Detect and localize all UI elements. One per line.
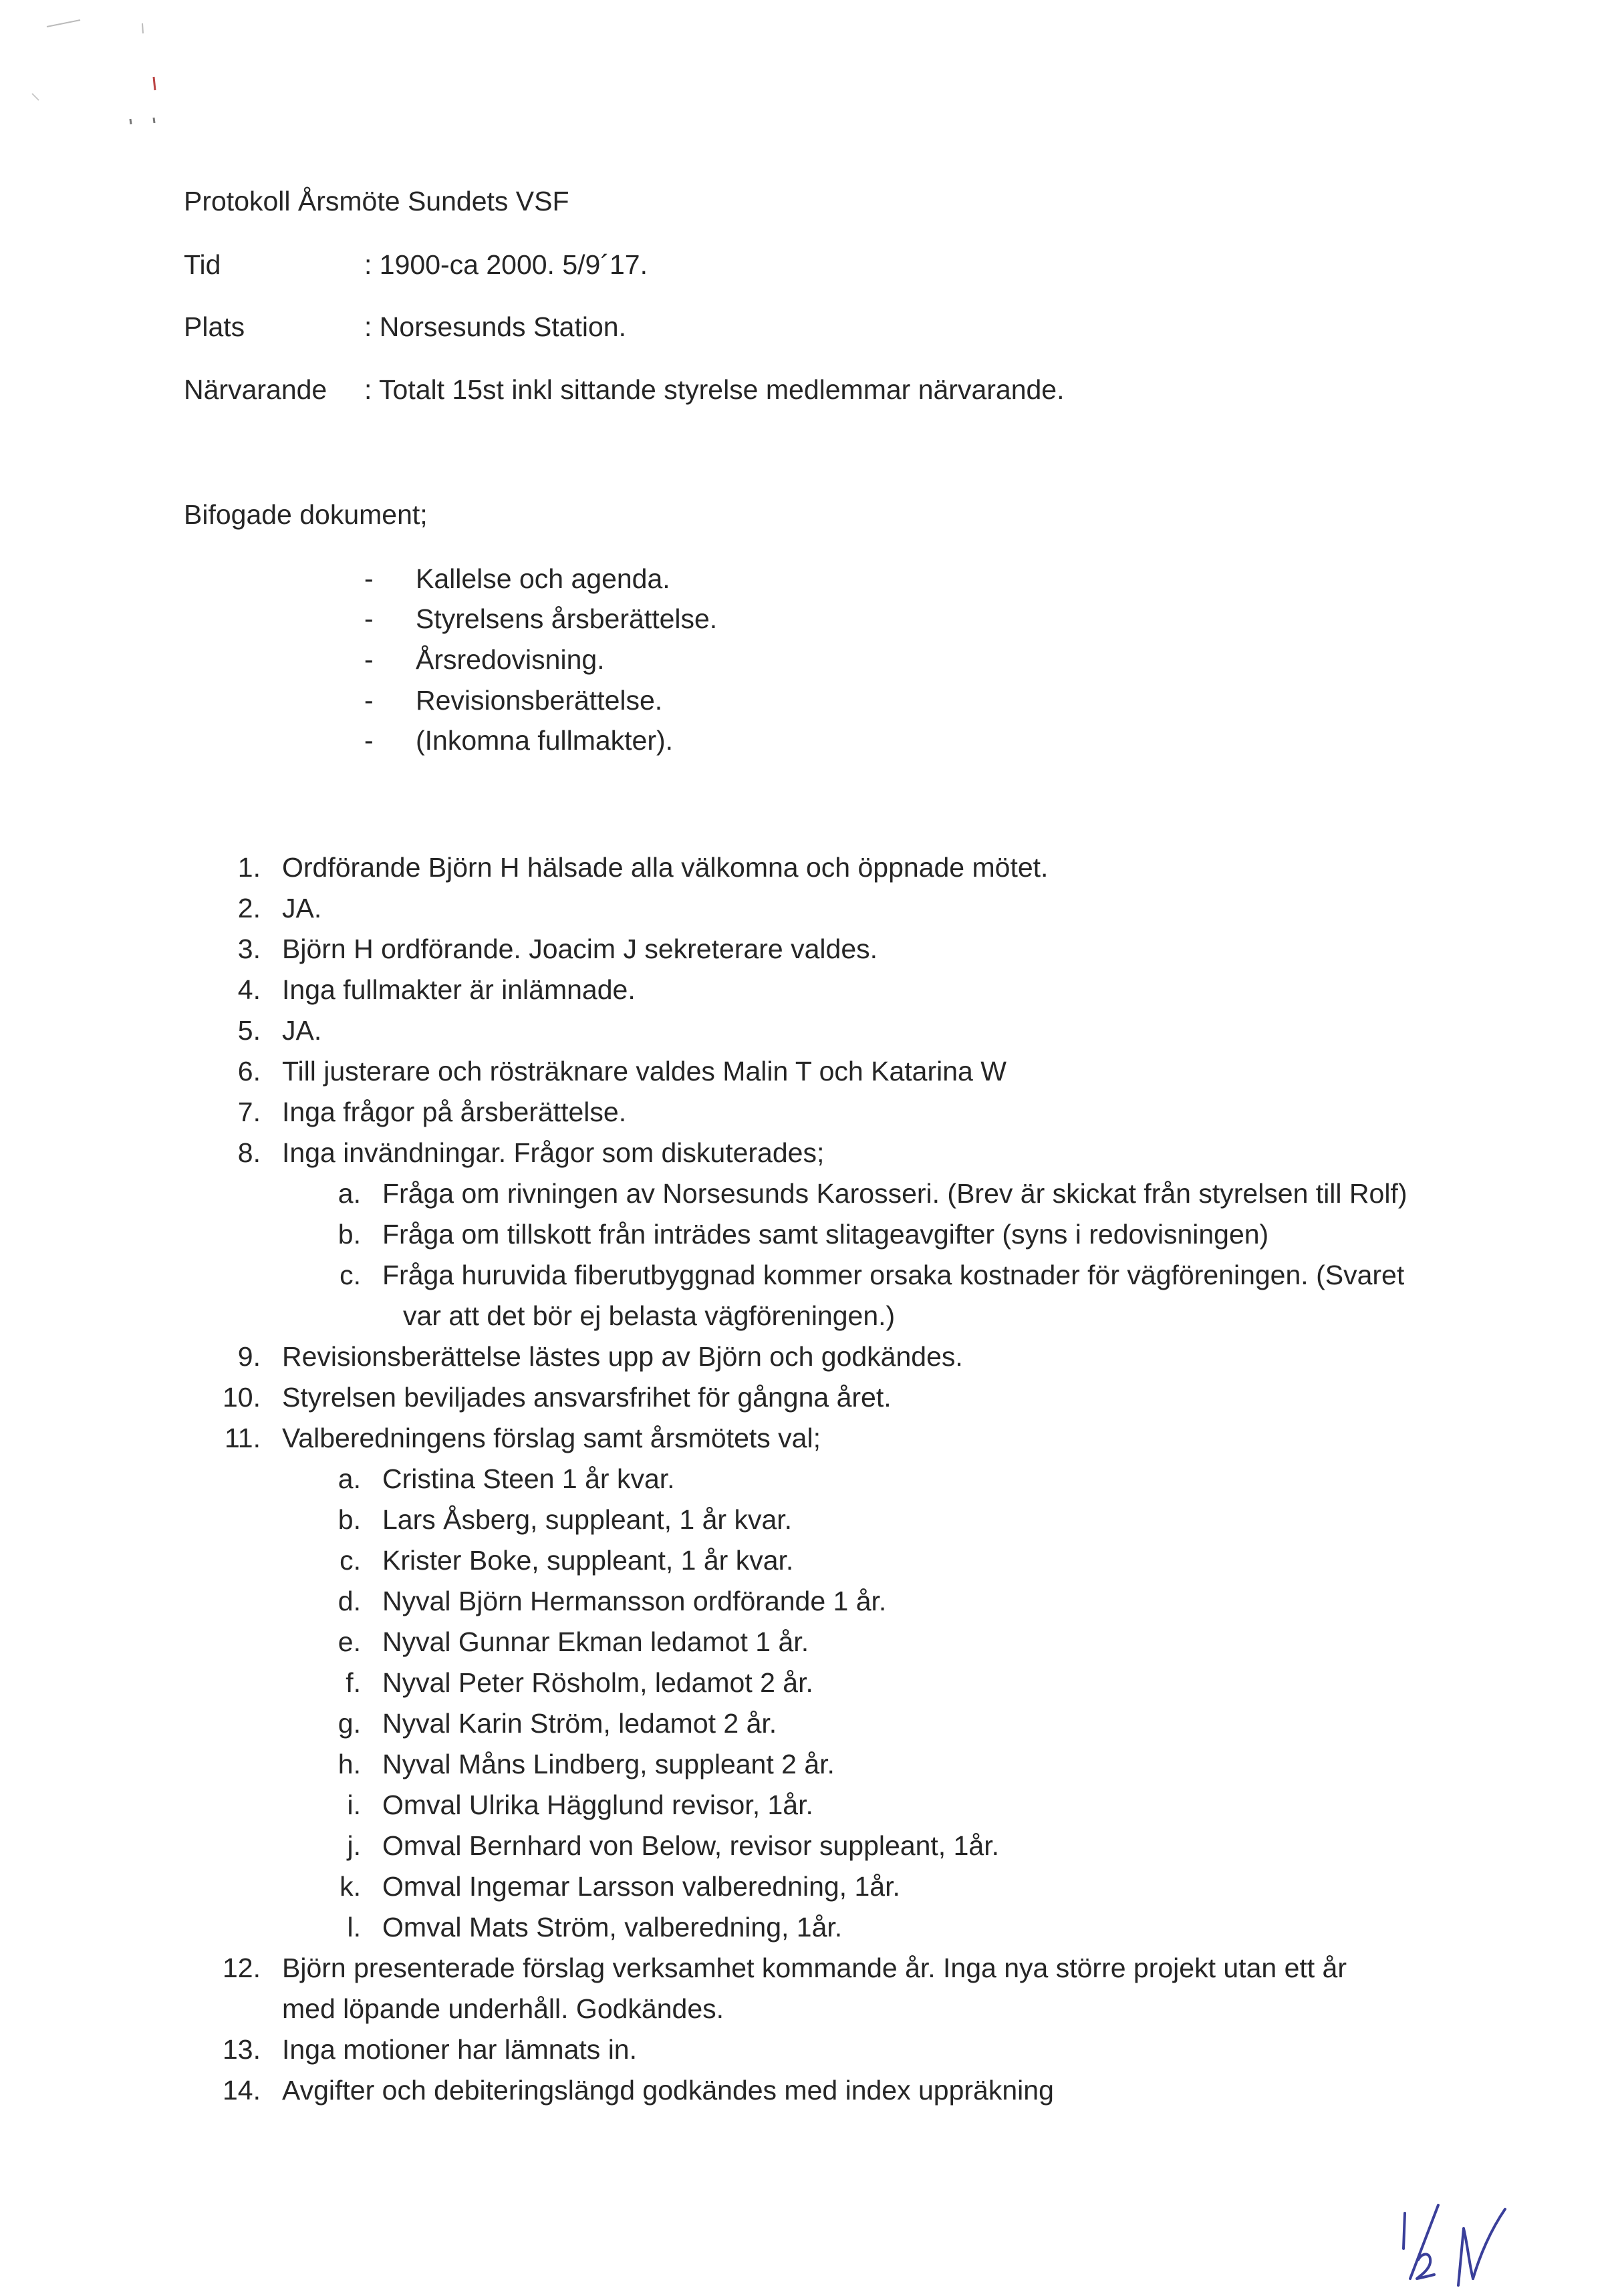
item-text: Björn H ordförande. Joacim J sekreterare valdes.	[282, 934, 878, 964]
item-text: Lars Åsberg, suppleant, 1 år kvar.	[382, 1504, 793, 1535]
item-continuation: var att det bör ej belasta vägföreningen.)	[403, 1300, 896, 1331]
item-text: Avgifter och debiteringslängd godkändes med index uppräkning	[282, 2075, 1054, 2106]
attachments-heading: Bifogade dokument;	[184, 499, 428, 530]
item-number: 9.	[237, 1341, 261, 1372]
meta-label: Närvarande	[184, 374, 327, 405]
item-text: Omval Ulrika Hägglund revisor, 1år.	[382, 1789, 813, 1820]
item-number: 5.	[237, 1015, 261, 1046]
item-text: Fråga huruvida fiberutbyggnad kommer orsaka kostnader för vägföreningen. (Svaret	[382, 1260, 1405, 1290]
item-text: Revisionsberättelse lästes upp av Björn och godkändes.	[282, 1341, 963, 1372]
meta-value: : Totalt 15st inkl sittande styrelse medlemmar närvarande.	[364, 374, 1065, 405]
list-dash: -	[364, 603, 374, 634]
item-letter: c.	[340, 1545, 361, 1576]
item-letter: d.	[338, 1586, 361, 1616]
item-number: 1.	[237, 852, 261, 883]
attachment-text: Årsredovisning.	[416, 644, 605, 675]
item-text: Krister Boke, suppleant, 1 år kvar.	[382, 1545, 794, 1576]
item-letter: a.	[338, 1463, 361, 1494]
item-text: Inga invändningar. Frågor som diskuterades;	[282, 1137, 825, 1168]
item-text: Ordförande Björn H hälsade alla välkomna och öppnade mötet.	[282, 852, 1049, 883]
item-text: Nyval Björn Hermansson ordförande 1 år.	[382, 1586, 887, 1616]
item-text: Björn presenterade förslag verksamhet kommande år. Inga nya större projekt utan ett år	[282, 1953, 1347, 1983]
item-letter: c.	[340, 1260, 361, 1290]
item-letter: a.	[338, 1178, 361, 1209]
item-text: Till justerare och rösträknare valdes Malin T och Katarina W	[282, 1056, 1007, 1087]
item-number: 3.	[237, 934, 261, 964]
scan-artifacts	[0, 0, 200, 147]
item-number: 12.	[223, 1953, 261, 1983]
item-number: 4.	[237, 974, 261, 1005]
item-text: Styrelsen beviljades ansvarsfrihet för gångna året.	[282, 1382, 892, 1413]
meta-value: : Norsesunds Station.	[364, 311, 626, 342]
list-dash: -	[364, 725, 374, 756]
item-letter: f.	[346, 1667, 361, 1698]
item-letter: k.	[340, 1871, 361, 1902]
item-text: Cristina Steen 1 år kvar.	[382, 1463, 675, 1494]
item-number: 11.	[225, 1423, 261, 1453]
item-text: Nyval Peter Rösholm, ledamot 2 år.	[382, 1667, 813, 1698]
item-letter: e.	[338, 1626, 361, 1657]
meta-label: Plats	[184, 311, 245, 342]
item-text: JA.	[282, 893, 322, 923]
item-letter: b.	[338, 1504, 361, 1535]
item-number: 14.	[223, 2075, 261, 2106]
item-text: Fråga om rivningen av Norsesunds Karosseri. (Brev är skickat från styrelsen till Rolf)	[382, 1178, 1407, 1209]
attachment-text: (Inkomna fullmakter).	[416, 725, 674, 756]
item-continuation: med löpande underhåll. Godkändes.	[282, 1993, 724, 2024]
item-text: Omval Mats Ström, valberedning, 1år.	[382, 1912, 843, 1943]
list-dash: -	[364, 685, 374, 716]
attachment-text: Kallelse och agenda.	[416, 563, 670, 594]
item-text: Valberedningens förslag samt årsmötets val;	[282, 1423, 821, 1453]
item-letter: j.	[347, 1830, 361, 1861]
item-text: Inga frågor på årsberättelse.	[282, 1097, 627, 1127]
item-letter: h.	[338, 1749, 361, 1779]
item-text: JA.	[282, 1015, 322, 1046]
item-number: 2.	[237, 893, 261, 923]
item-number: 7.	[237, 1097, 261, 1127]
item-text: Nyval Måns Lindberg, suppleant 2 år.	[382, 1749, 835, 1779]
item-text: Omval Bernhard von Below, revisor suppleant, 1år.	[382, 1830, 999, 1861]
list-dash: -	[364, 644, 374, 675]
item-number: 13.	[223, 2034, 261, 2065]
meta-value: : 1900-ca 2000. 5/9´17.	[364, 249, 648, 280]
attachment-text: Styrelsens årsberättelse.	[416, 603, 718, 634]
item-letter: g.	[338, 1708, 361, 1739]
item-text: Omval Ingemar Larsson valberedning, 1år.	[382, 1871, 900, 1902]
item-letter: i.	[347, 1789, 361, 1820]
item-text: Fråga om tillskott från inträdes samt slitageavgifter (syns i redovisningen)	[382, 1219, 1269, 1250]
item-number: 8.	[237, 1137, 261, 1168]
item-letter: l.	[347, 1912, 361, 1943]
item-text: Inga motioner har lämnats in.	[282, 2034, 637, 2065]
meta-label: Tid	[184, 249, 221, 280]
handwritten-initials	[1390, 2198, 1524, 2292]
list-dash: -	[364, 563, 374, 594]
attachment-text: Revisionsberättelse.	[416, 685, 663, 716]
item-text: Nyval Karin Ström, ledamot 2 år.	[382, 1708, 777, 1739]
item-text: Nyval Gunnar Ekman ledamot 1 år.	[382, 1626, 809, 1657]
item-text: Inga fullmakter är inlämnade.	[282, 974, 636, 1005]
item-number: 6.	[237, 1056, 261, 1087]
item-letter: b.	[338, 1219, 361, 1250]
item-number: 10.	[223, 1382, 261, 1413]
document-title: Protokoll Årsmöte Sundets VSF	[184, 186, 569, 217]
